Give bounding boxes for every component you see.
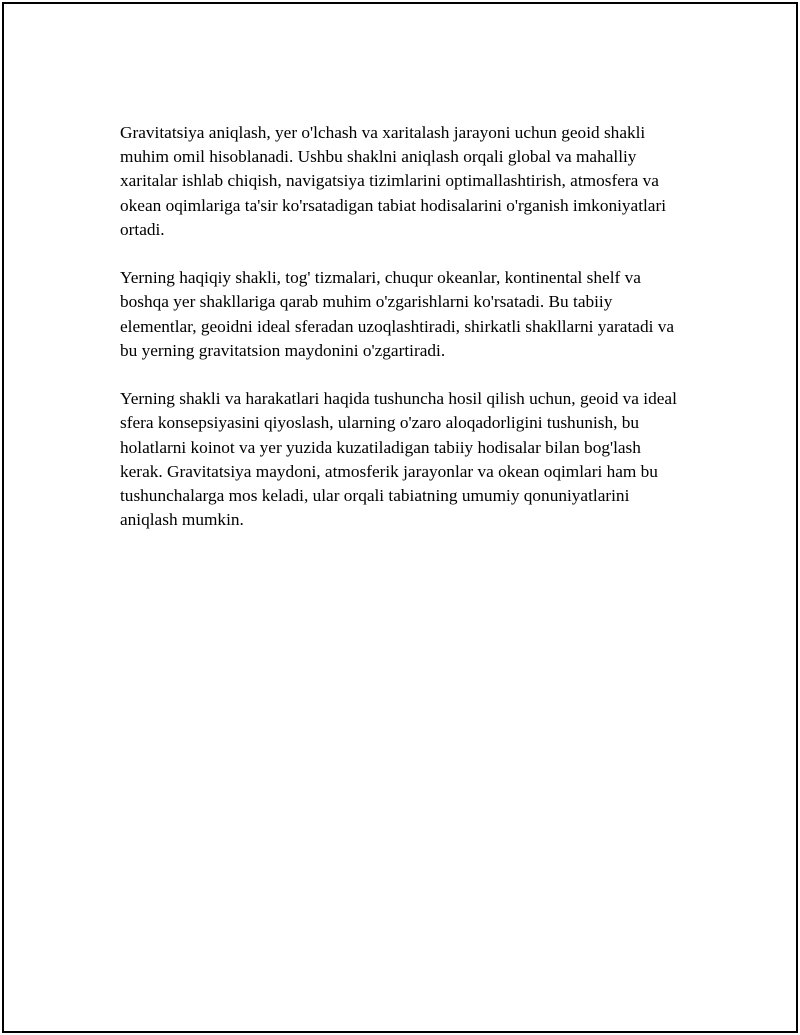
paragraph-2: Yerning haqiqiy shakli, tog' tizmalari, chuqur okeanlar, kontinental shelf va boshqa yer shakllariga qarab muhim o'zgarishlarni ko'rsatadi. Bu tabiiy elementlar, geoidni ideal sferadan uzoqlashtiradi, shirkatli shakllarni yaratadi va bu yerning gravitatsion maydonini o'zgartiradi. [120,268,675,360]
paragraph-3: Yerning shakli va harakatlari haqida tushuncha hosil qilish uchun, geoid va ideal sfera konsepsiyasini qiyoslash, ularning o'zaro aloqadorligini tushunish, bu holatlarni koinot va yer yuzida kuzatiladigan tabiiy hodisalar bilan bog'lash kerak. Gravitatsiya maydoni, atmosferik jarayonlar va okean oqimlari ham bu tushunchalarga mos keladi, ular orqali tabiatning umumiy qonuniyatlarini aniqlash mumkin. [120,389,677,530]
document-page [2,2,798,1033]
paragraph-1: Gravitatsiya aniqlash, yer o'lchash va xaritalash jarayoni uchun geoid shakli muhim omil hisoblanadi. Ushbu shaklni aniqlash orqali global va mahalliy xaritalar ishlab chiqish, navigatsiya tizimlarini optimallashtirish, atmosfera va okean oqimlariga ta'sir ko'rsatadigan tabiat hodisalarini o'rganish imkoniyatlari ortadi. [120,123,667,239]
document-body [120,121,682,557]
